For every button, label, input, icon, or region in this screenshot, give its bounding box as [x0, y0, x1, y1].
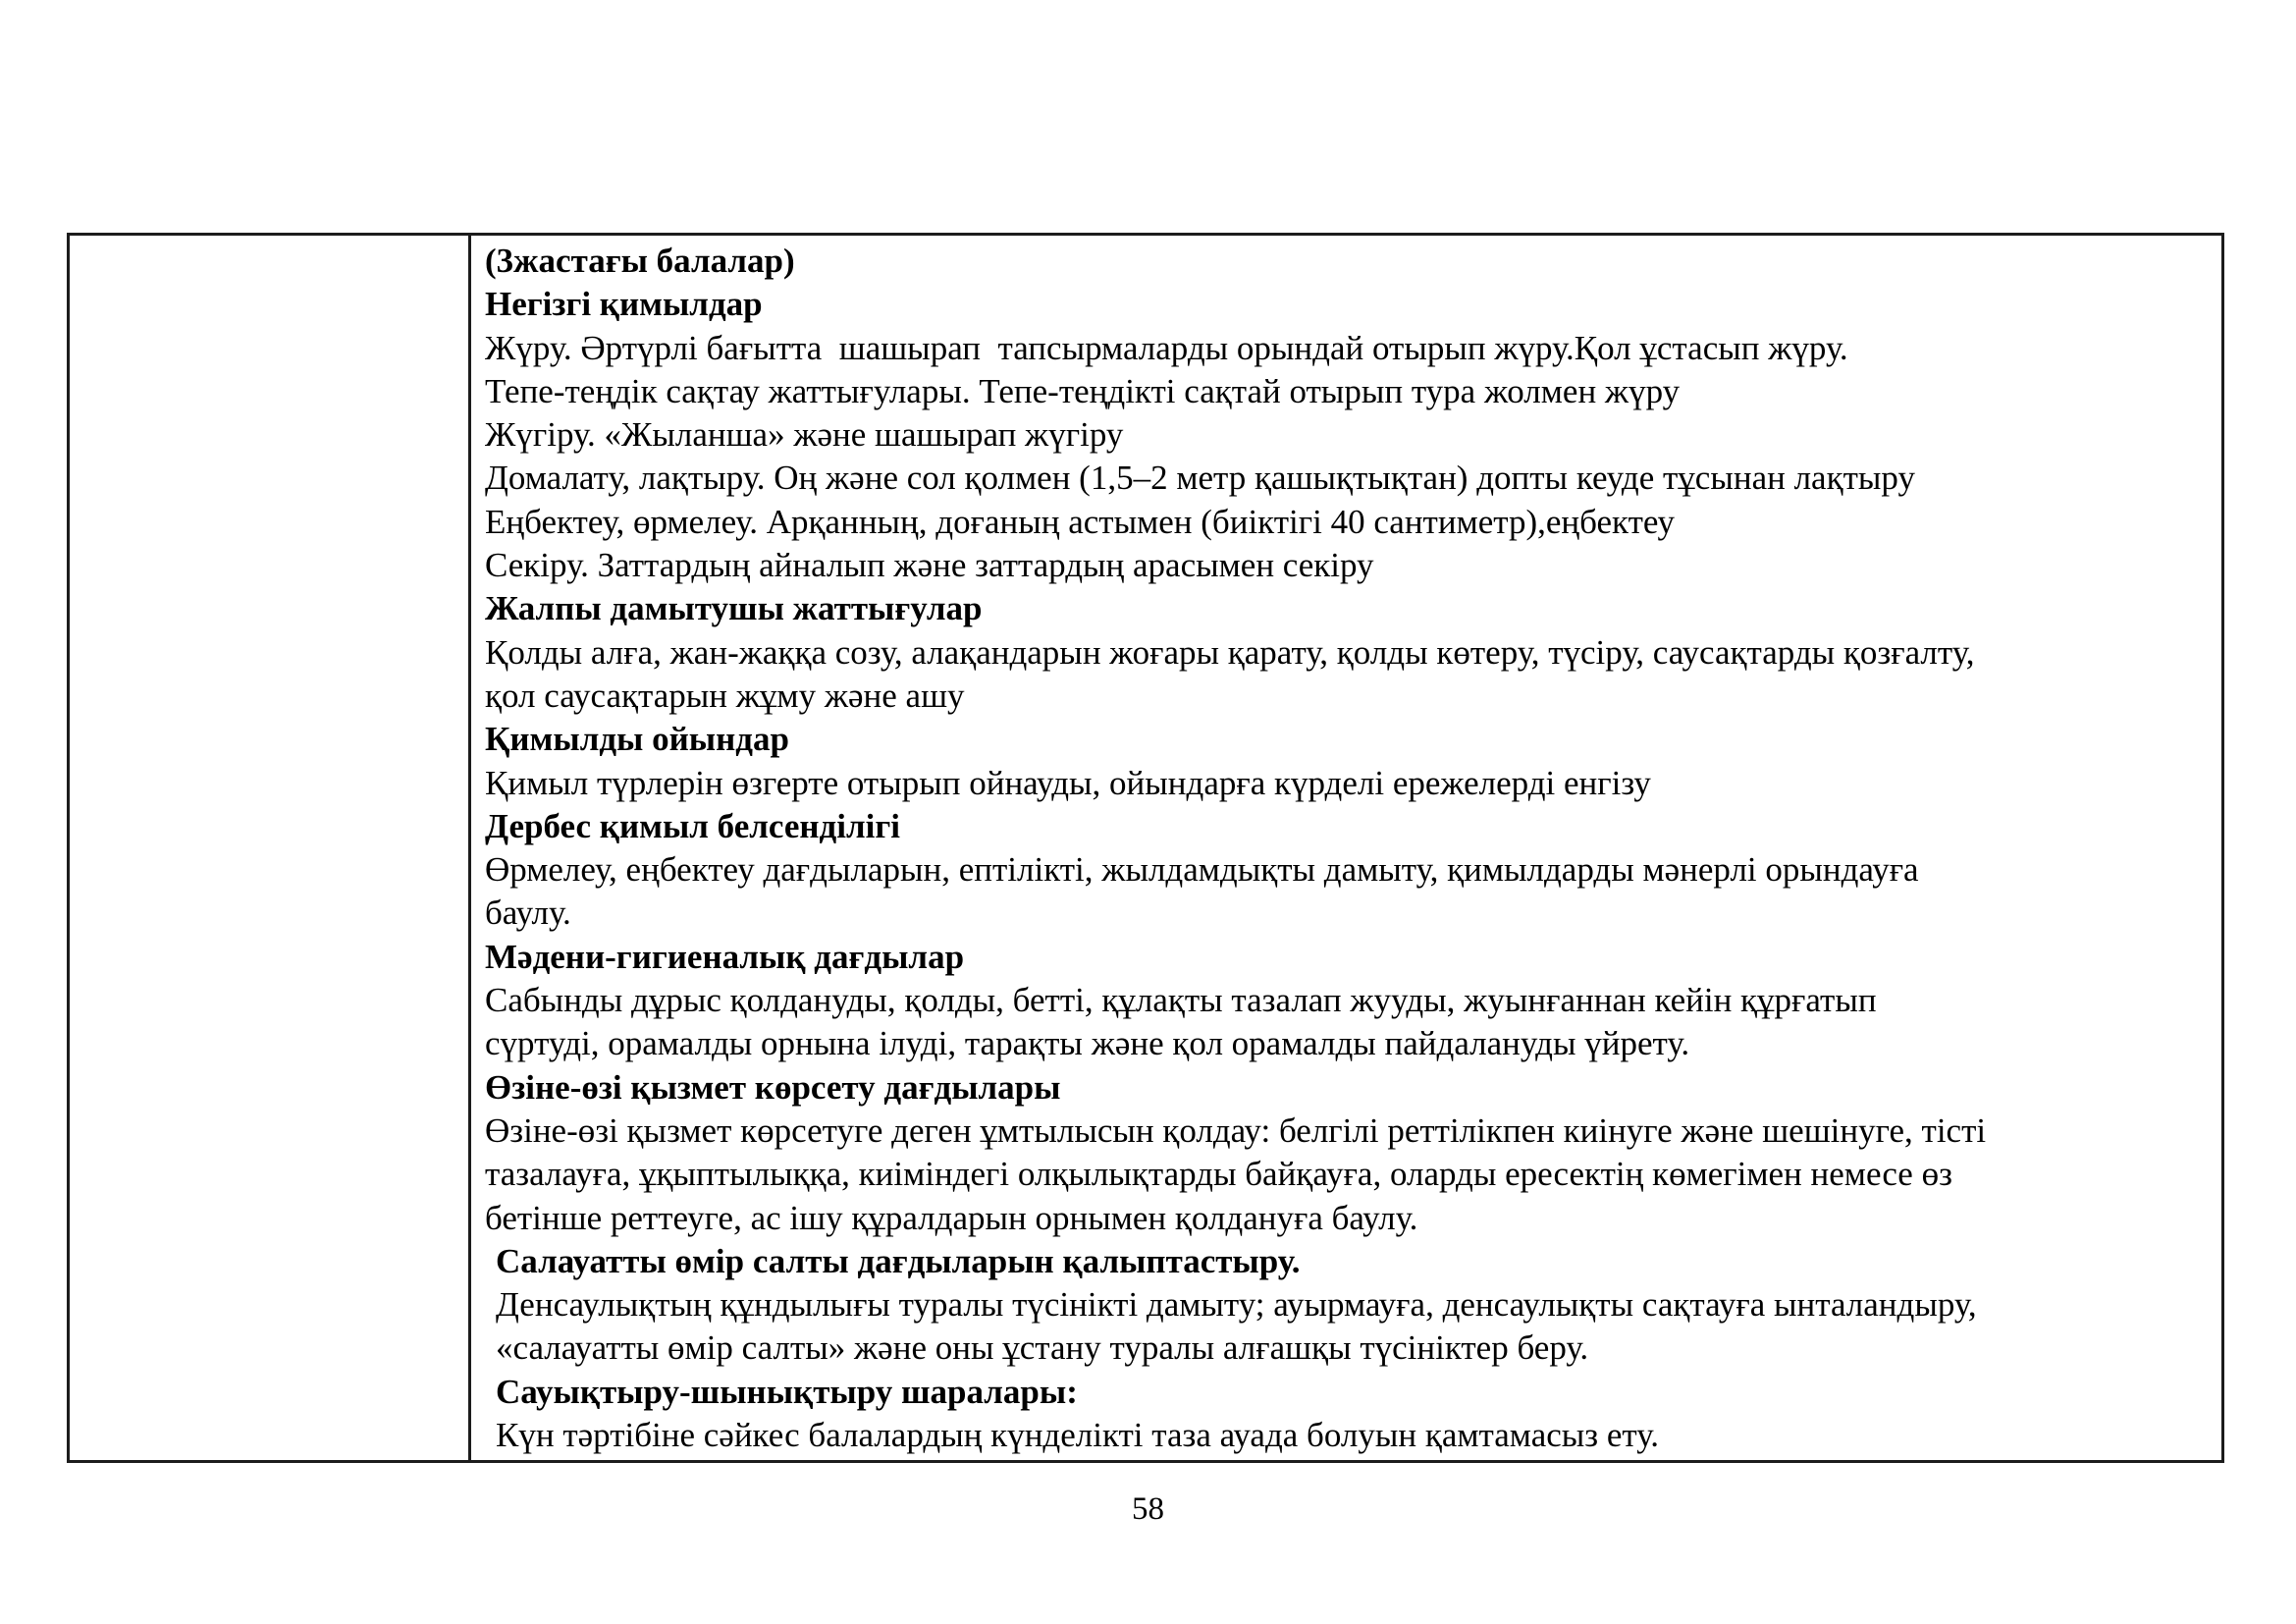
text-line: тазалауға, ұқыптылыққа, киіміндегі олқылықтарды байқауға, оларды ересектің көмегімен немесе өз: [485, 1155, 1952, 1194]
text-line: Денсаулықтың құндылығы туралы түсінікті дамыту; ауырмауға, денсаулықты сақтауға ынталандыру,: [496, 1285, 1977, 1325]
text-line: Қимылды ойындар: [485, 720, 789, 759]
text-line: қол саусақтарын жұму және ашу: [485, 676, 965, 715]
text-line: Сауықтыру-шынықтыру шаралары:: [496, 1372, 1078, 1411]
text-line: Күн тәртібіне сәйкес балалардың күнделікті таза ауада болуын қамтамасыз ету.: [496, 1416, 1659, 1455]
text-line: Салауатты өмір салты дағдыларын қалыптастыру.: [496, 1241, 1301, 1280]
text-line: Жүгіру. «Жыланша» және шашырап жүгіру: [485, 415, 1124, 455]
text-line: Жалпы дамытушы жаттығулар: [485, 589, 983, 628]
text-line: Қолды алға, жан-жаққа созу, алақандарын жоғары қарату, қолды көтеру, түсіру, саусақтарды қозғалту,: [485, 632, 1975, 672]
text-line: Домалату, лақтыру. Оң және сол қолмен (1,5–2 метр қашықтықтан) допты кеуде тұсынан лақтыру: [485, 459, 1915, 498]
text-line: бетінше реттеуге, ас ішу құралдарын орнымен қолдануға баулу.: [485, 1198, 1418, 1237]
text-line: Қимыл түрлерін өзгерте отырып ойнауды, ойындарға күрделі ережелерді енгізу: [485, 763, 1651, 802]
text-line: (3жастағы балалар): [485, 242, 795, 280]
text-line: Өзіне-өзі қызмет көрсетуге деген ұмтылысын қолдау: белгілі реттілікпен киінуге және шешінуге, тісті: [485, 1110, 1987, 1150]
page-number: 58: [1132, 1491, 1164, 1527]
text-line: Тепе-теңдік сақтау жаттығулары. Тепе-теңдікті сақтай отырып тура жолмен жүру: [485, 371, 1681, 410]
table-cell-empty: [70, 236, 471, 1460]
text-line: Мәдени-гигиеналық дағдылар: [485, 937, 965, 976]
content-table: [67, 233, 2224, 1463]
text-line: Дербес қимыл белсенділігі: [485, 806, 900, 845]
text-line: Негізгі қимылдар: [485, 285, 763, 324]
text-line: Өрмелеу, еңбектеу дағдыларын, ептілікті, жылдамдықты дамыту, қимылдарды мәнерлі орындауға: [485, 850, 1919, 890]
table-cell-content: [471, 236, 2221, 1460]
text-line: Сабынды дұрыс қолдануды, қолды, бетті, құлақты тазалап жууды, жуынғаннан кейін құрғатып: [485, 981, 1877, 1020]
text-line: Өзіне-өзі қызмет көрсету дағдылары: [485, 1067, 1061, 1107]
text-line: Еңбектеу, өрмелеу. Арқанның, доғаның астымен (биіктігі 40 сантиметр),еңбектеу: [485, 502, 1676, 541]
text-line: «салауатты өмір салты» және оны ұстану туралы алғашқы түсініктер беру.: [496, 1328, 1589, 1368]
text-line: баулу.: [485, 893, 571, 933]
text-line: Жүру. Әртүрлі бағытта шашырап тапсырмаларды орындай отырып жүру.Қол ұстасып жүру.: [485, 328, 1848, 367]
text-line: Секіру. Заттардың айналып және заттардың арасымен секіру: [485, 546, 1374, 585]
text-line: сүртуді, орамалды орнына ілуді, тарақты және қол орамалды пайдалануды үйрету.: [485, 1024, 1690, 1063]
